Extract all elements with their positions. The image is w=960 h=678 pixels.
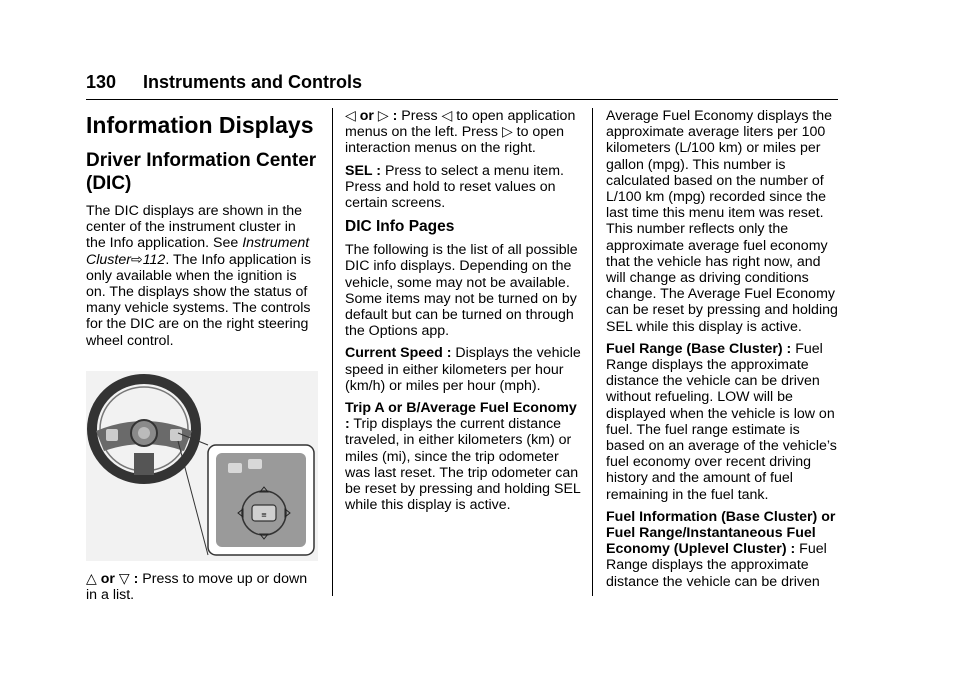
info-pages-intro: The following is the list of all possible DIC info displays. Depending on the vehicle, some may not be available. Some items may not be turned on by default but can be turned on through the Options app.	[345, 242, 578, 340]
steering-wheel-figure	[86, 371, 318, 561]
steering-wheel-illustration	[86, 371, 318, 561]
right-arrow-inline-icon: ▷	[501, 124, 513, 141]
dic-controls-detail-icon	[208, 445, 314, 555]
subsection-title: Driver Information Center (DIC)	[86, 150, 317, 194]
sel-text: Press to select a menu item. Press and hold to reset values on certain screens.	[345, 162, 564, 212]
page-header	[86, 72, 838, 102]
avg-fuel-paragraph: Average Fuel Economy displays the approximate average liters per 100 kilometers (L/100 km) or miles per gallon (mpg). This number is calculated based on the number of L/100 km (mpg) recorded since the last time this menu item was reset. This number reflects only the approximate average fuel economy that the vehicle has right now, and will change as driving conditions change. The Average Fuel Economy can be reset by pressing and holding SEL while this display is active.	[606, 108, 838, 335]
sel-label: SEL :	[345, 162, 382, 179]
sel-description	[345, 163, 581, 212]
intro-paragraph	[86, 203, 318, 349]
leftright-colon: :	[392, 108, 398, 124]
fuel-range-item	[606, 341, 842, 503]
trip-item	[345, 400, 581, 513]
updown-or: or	[100, 570, 115, 587]
svg-text:≡: ≡	[261, 510, 267, 519]
trip-label: Trip A or B/Average Fuel Economy :	[345, 400, 577, 433]
leftright-text-2: to open application menus on the left. Press	[345, 108, 576, 141]
leftright-or: or	[359, 108, 374, 124]
info-pages-heading: DIC Info Pages	[345, 218, 455, 236]
page-ref-icon: ⇨	[130, 251, 143, 268]
current-speed-item	[345, 345, 581, 394]
column-3	[606, 108, 842, 596]
current-speed-text: Displays the vehicle speed in either kilometers per hour (km/h) or miles per hour (mph).	[345, 345, 581, 394]
running-head: Instruments and Controls	[143, 72, 363, 92]
header-rule	[86, 99, 838, 100]
intro-text-2: . The Info application is only available when the ignition is on. The displays show the status of many vehicle systems. The controls for the DIC are on the right steering wheel control.	[86, 251, 311, 349]
fuel-info-label: Fuel Information (Base Cluster) or Fuel Range/Instantaneous Fuel Economy (Uplevel Cluster) :	[606, 508, 836, 558]
column-divider-1	[332, 108, 333, 596]
fuel-range-text: Fuel Range displays the approximate distance the vehicle can be driven without refueling. LOW will be displayed when the vehicle is low on fuel. The fuel range estimate is based on an average of the vehicle’s fuel economy over recent driving history and the amount of fuel remaining in the fuel tank.	[606, 340, 837, 503]
column-divider-2	[592, 108, 593, 596]
page-number: 130	[86, 72, 117, 92]
leftright-description	[345, 108, 581, 157]
current-speed-label: Current Speed :	[345, 345, 452, 362]
section-title: Information Displays	[86, 112, 314, 138]
column-1	[86, 108, 318, 609]
updown-description	[86, 571, 318, 603]
page-ref-number: 112	[142, 251, 166, 268]
leftright-text-3: to open interaction menus on the right.	[345, 124, 564, 157]
fuel-info-text: Fuel Range displays the approximate distance the vehicle can be driven	[606, 541, 827, 590]
left-arrow-icon: ◁	[345, 108, 356, 124]
right-arrow-icon: ▷	[377, 108, 389, 124]
left-arrow-inline-icon: ◁	[441, 108, 453, 124]
up-arrow-icon: △	[86, 570, 97, 587]
intro-text-1: The DIC displays are shown in the center of the instrument cluster in the Info application. See	[86, 203, 303, 252]
leftright-text-1: Press	[397, 108, 442, 124]
updown-colon: :	[133, 570, 139, 587]
down-arrow-icon: ▽	[118, 570, 130, 587]
instrument-cluster-link[interactable]: Instrument Cluster	[86, 235, 310, 268]
fuel-range-label: Fuel Range (Base Cluster) :	[606, 340, 792, 357]
fuel-info-item	[606, 509, 842, 590]
updown-text: Press to move up or down in a list.	[86, 570, 308, 604]
column-2	[345, 108, 581, 519]
trip-text: Trip displays the current distance traveled, in either kilometers (km) or miles (mi), since the trip odometer was last reset. The trip odometer can be reset by pressing and holding SEL while this display is active.	[345, 416, 581, 514]
